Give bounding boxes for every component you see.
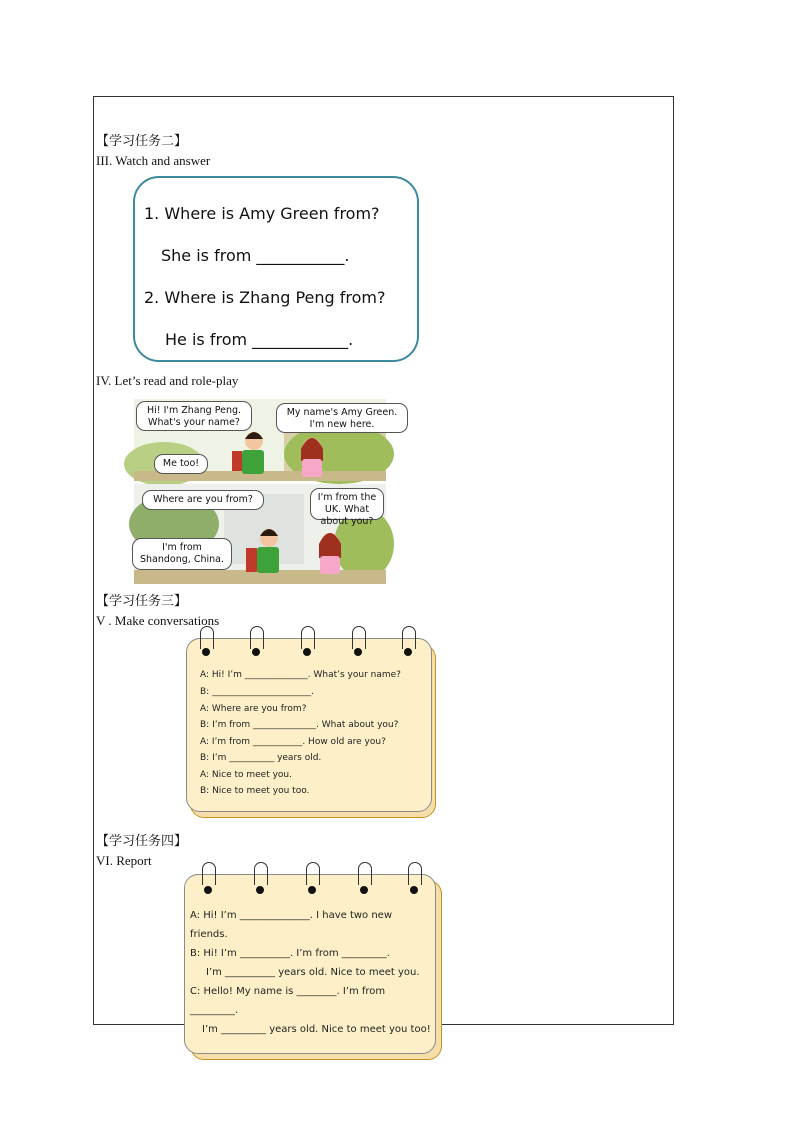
ring-icon [408,862,422,885]
hole-icon [252,648,260,656]
section5-title: V . Make conversations [96,613,220,628]
bubble-from-uk: I'm from the UK. What about you? [310,488,384,520]
report-line: _________. [190,1005,239,1016]
report-line: I’m _________ years old. Nice to meet you too! [202,1024,431,1035]
task2-heading: 【学习任务二】 [96,134,188,149]
conversation-line: B: I’m from ______________. What about you? [200,720,399,730]
conversation-line: A: Where are you from? [200,704,307,714]
bubble-where-from: Where are you from? [142,490,264,510]
conversation-line: A: Hi! I’m ______________. What’s your name? [200,670,401,680]
ring-icon [200,626,214,649]
answer-2: He is from ____________. [165,330,354,349]
report-line: friends. [190,929,228,940]
conversation-line: B: Nice to meet you too. [200,786,310,796]
hole-icon [308,886,316,894]
ring-icon [250,626,264,649]
section6-title: VI. Report [96,853,152,868]
conversation-line: A: I’m from ___________. How old are you? [200,737,386,747]
report-line: A: Hi! I’m ______________. I have two new [190,910,393,921]
report-line: C: Hello! My name is ________. I’m from [190,986,386,997]
hole-icon [360,886,368,894]
bubble-amy-intro: My name's Amy Green. I'm new here. [276,403,408,433]
hole-icon [404,648,412,656]
bubble-me-too: Me too! [154,454,208,474]
ring-icon [254,862,268,885]
comic-panel-1 [134,399,398,481]
comic-panel-2 [134,484,386,584]
hole-icon [303,648,311,656]
ring-icon [202,862,216,885]
conversation-notebook [184,626,440,822]
section4-title: IV. Let’s read and role-play [96,373,239,388]
section3-title: III. Watch and answer [96,153,211,168]
hole-icon [354,648,362,656]
hole-icon [410,886,418,894]
hole-icon [202,648,210,656]
bubble-from-shandong: I'm from Shandong, China. [132,538,232,570]
question-1: 1. Where is Amy Green from? [144,204,380,223]
report-line: B: Hi! I’m __________. I’m from _________. [190,948,390,959]
bubble-zhang-peng-intro: Hi! I'm Zhang Peng. What's your name? [136,401,252,431]
task4-heading: 【学习任务四】 [96,834,188,849]
ring-icon [358,862,372,885]
answer-1: She is from ___________. [161,246,350,265]
conversation-line: B: ______________________. [200,687,314,697]
hole-icon [204,886,212,894]
report-line: I’m __________ years old. Nice to meet you. [206,967,420,978]
ring-icon [306,862,320,885]
ring-icon [352,626,366,649]
conversation-line: A: Nice to meet you. [200,770,292,780]
conversation-line: B: I’m __________ years old. [200,753,322,763]
question-box [133,176,419,362]
question-2: 2. Where is Zhang Peng from? [144,288,386,307]
hole-icon [256,886,264,894]
ring-icon [402,626,416,649]
ring-icon [301,626,315,649]
task3-heading: 【学习任务三】 [96,594,188,609]
report-notebook [182,862,444,1062]
